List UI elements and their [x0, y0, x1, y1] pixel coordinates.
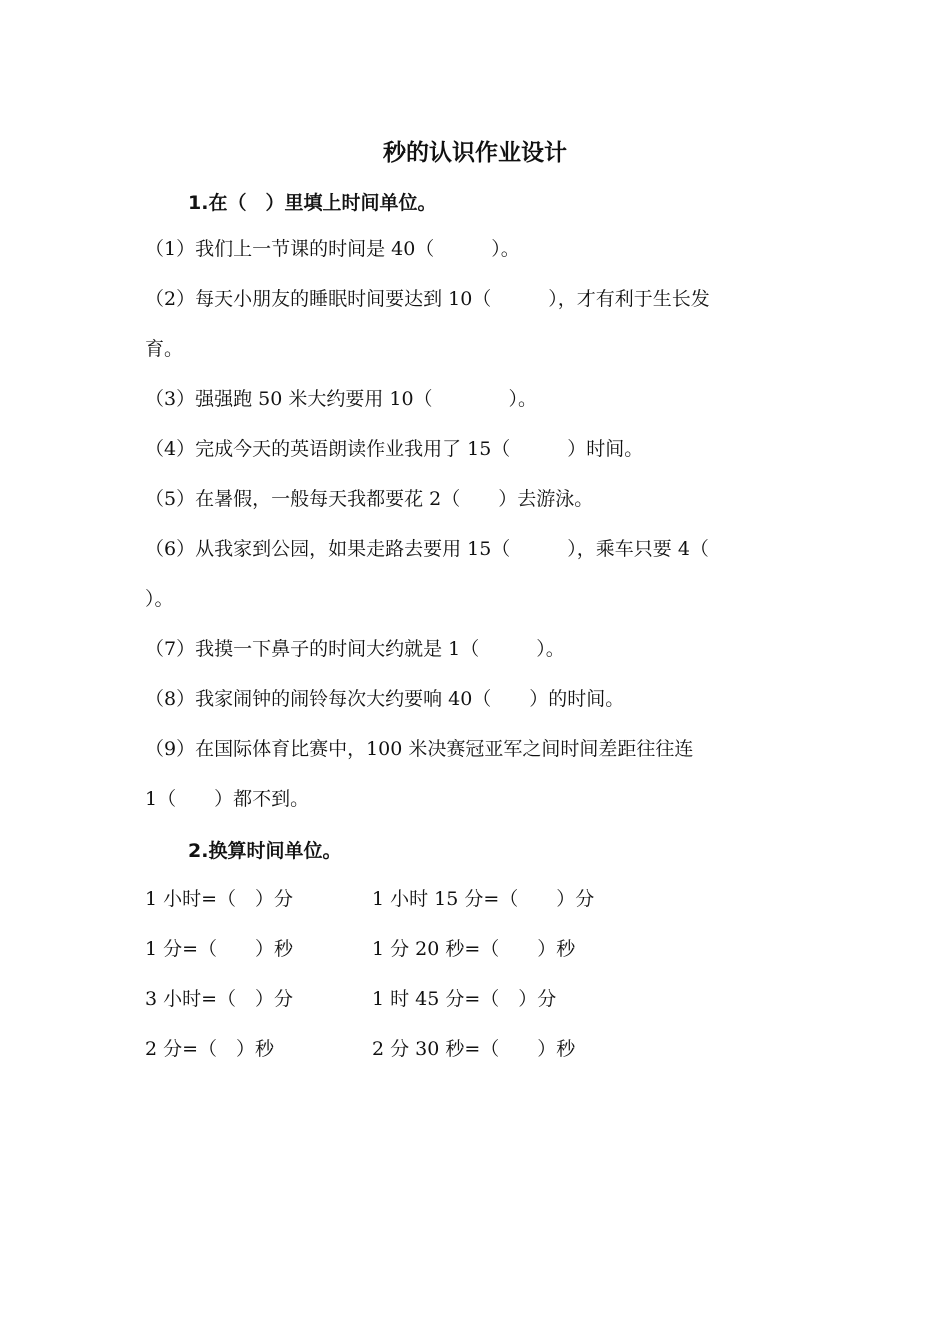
page-title: 秒的认识作业设计	[383, 140, 567, 166]
conversion-left: 1 分=（ ）秒	[145, 938, 294, 960]
question-line: 1（ ）都不到。	[145, 788, 310, 810]
question-line: （4）完成今天的英语朗读作业我用了 15（ ）时间。	[145, 438, 644, 460]
question-line: （3）强强跑 50 米大约要用 10（ ）。	[145, 388, 538, 410]
question-line: （9）在国际体育比赛中，100 米决赛冠亚军之间时间差距往往连	[145, 738, 694, 760]
conversion-right: 1 时 45 分=（ ）分	[372, 988, 557, 1010]
section2-heading: 2.换算时间单位。	[188, 840, 342, 862]
conversion-right: 1 小时 15 分=（ ）分	[372, 888, 595, 910]
question-line: （2）每天小朋友的睡眠时间要达到 10（ ），才有利于生长发	[145, 288, 710, 310]
question-line: （6）从我家到公园，如果走路去要用 15（ ），乘车只要 4（	[145, 538, 709, 560]
question-line: （8）我家闹钟的闹铃每次大约要响 40（ ）的时间。	[145, 688, 625, 710]
conversion-right: 1 分 20 秒=（ ）秒	[372, 938, 576, 960]
question-line: （1）我们上一节课的时间是 40（ ）。	[145, 238, 520, 260]
question-line: （7）我摸一下鼻子的时间大约就是 1（ ）。	[145, 638, 565, 660]
question-line: ）。	[145, 588, 174, 610]
conversion-left: 3 小时=（ ）分	[145, 988, 294, 1010]
conversion-left: 2 分=（ ）秒	[145, 1038, 275, 1060]
conversion-left: 1 小时=（ ）分	[145, 888, 294, 910]
section1-heading: 1.在（ ）里填上时间单位。	[188, 192, 437, 214]
conversion-right: 2 分 30 秒=（ ）秒	[372, 1038, 576, 1060]
question-line: 育。	[145, 338, 184, 360]
question-line: （5）在暑假，一般每天我都要花 2（ ）去游泳。	[145, 488, 594, 510]
